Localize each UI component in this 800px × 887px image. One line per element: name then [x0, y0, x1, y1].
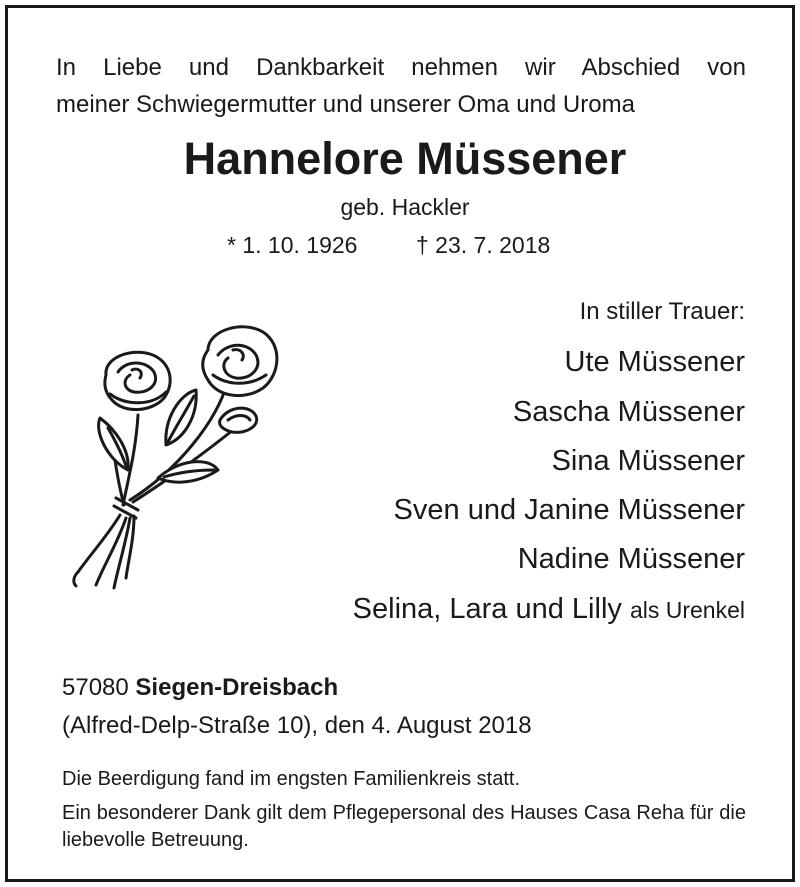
- deceased-name: Hannelore Müssener: [183, 133, 627, 184]
- roses-icon: [68, 320, 288, 595]
- funeral-note: Die Beerdigung fand im engsten Familienkreis statt.: [62, 768, 521, 790]
- city: Siegen-Dreisbach: [135, 674, 339, 701]
- address-date: (Alfred-Delp-Straße 10), den 4. August 2018: [62, 712, 532, 739]
- birth-date: * 1. 10. 1926: [227, 232, 358, 258]
- mourner-name: Sascha Müssener: [512, 396, 745, 428]
- obituary-notice: [5, 5, 795, 882]
- birth-name: geb. Hackler: [340, 194, 470, 220]
- mourner-name: Sina Müssener: [551, 445, 745, 477]
- mourner-name: Ute Müssener: [564, 346, 745, 378]
- mourner-name: Selina, Lara und Lilly: [352, 593, 622, 625]
- thanks-note: Ein besonderer Dank gilt dem Pflegepersonal des Hauses Casa Reha für die liebevolle Betreuung.: [62, 802, 746, 851]
- mourning-heading: In stiller Trauer:: [579, 298, 745, 325]
- great-grandchildren-suffix: als Urenkel: [629, 597, 745, 623]
- intro-line-2: meiner Schwiegermutter und unserer Oma und Uroma: [56, 91, 635, 118]
- intro-line-1: In Liebe und Dankbarkeit nehmen wir Abschied von: [56, 54, 746, 81]
- death-date: † 23. 7. 2018: [416, 232, 551, 258]
- place-line: [62, 674, 338, 702]
- mourner-name: Nadine Müssener: [517, 543, 745, 575]
- mourner-name: Sven und Janine Müssener: [393, 494, 745, 526]
- great-grandchildren: [353, 593, 745, 626]
- postcode: 57080: [62, 674, 129, 701]
